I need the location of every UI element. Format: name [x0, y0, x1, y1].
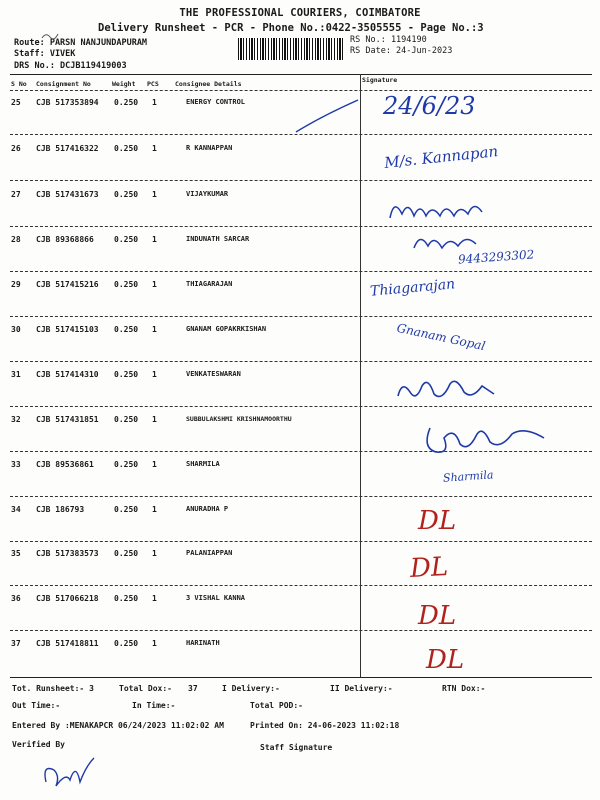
- signature-row25: [383, 92, 476, 120]
- row-sno: 33: [11, 460, 21, 469]
- sig-text: M/s. Kannapan: [383, 142, 499, 172]
- table-header-rule: [10, 90, 592, 91]
- row-consignee: SHARMILA: [186, 460, 220, 468]
- row-pcs: 1: [152, 144, 157, 153]
- row-weight: 0.250: [114, 280, 139, 289]
- row-pcs: 1: [152, 235, 157, 244]
- row-consignment: CJB 517414310: [36, 370, 99, 379]
- signature-row28-scribble: [410, 230, 480, 254]
- row-weight: 0.250: [114, 639, 139, 648]
- row-weight: 0.250: [114, 98, 139, 107]
- row-weight: 0.250: [114, 505, 139, 514]
- company-name: THE PROFESSIONAL COURIERS, COIMBATORE: [179, 7, 421, 19]
- row-consignee: 3 VISHAL KANNA: [186, 594, 246, 602]
- row-weight: 0.250: [114, 325, 139, 334]
- signature-row36-dl: [418, 601, 456, 631]
- row-divider: [10, 585, 592, 586]
- row-sno: 37: [11, 639, 21, 648]
- row-sno: 26: [11, 144, 21, 153]
- col-consignee: Consignee Details: [175, 80, 242, 88]
- table-top-rule: [10, 74, 592, 75]
- signature-row27: [386, 192, 496, 226]
- row-pcs: 1: [152, 98, 157, 107]
- row-sno: 34: [11, 505, 21, 514]
- signature-row31: [392, 372, 502, 408]
- signature-row35-dl: [409, 552, 449, 584]
- runsheet-title: Delivery Runsheet - PCR - Phone No.:0422-3505555 - Page No.:3: [98, 22, 484, 34]
- row-divider: [10, 271, 592, 272]
- table-row: [0, 190, 600, 234]
- table-row: [0, 280, 600, 324]
- ink-slash: [292, 96, 362, 136]
- row-weight: 0.250: [114, 549, 139, 558]
- row-consignment: CJB 517383573: [36, 549, 99, 558]
- row-sno: 32: [11, 415, 21, 424]
- row-weight: 0.250: [114, 144, 139, 153]
- row-consignment: CJB 517431851: [36, 415, 99, 424]
- row-sno: 36: [11, 594, 21, 603]
- printed-on: Printed On: 24-06-2023 11:02:18: [250, 721, 400, 730]
- verified-by: Verified By: [12, 740, 65, 749]
- col-consignment: Consignment No: [36, 80, 91, 88]
- rtn-dox: RTN Dox:-: [442, 684, 486, 693]
- sig-dl-text: DL: [409, 552, 449, 584]
- row-pcs: 1: [152, 639, 157, 648]
- sig-text: Gnanam Gopal: [395, 320, 487, 354]
- tot-runsheet: Tot. Runsheet:- 3: [12, 684, 94, 693]
- signature-row34-dl: [418, 506, 456, 536]
- col-pcs: PCS: [147, 80, 159, 88]
- row-sno: 25: [11, 98, 21, 107]
- row-pcs: 1: [152, 549, 157, 558]
- row-pcs: 1: [152, 280, 157, 289]
- row-consignment: CJB 89536861: [36, 460, 94, 469]
- row-consignment: CJB 517418811: [36, 639, 99, 648]
- staff-signature: Staff Signature: [260, 743, 333, 752]
- sig-phone-text: 9443293302: [457, 247, 535, 267]
- row-divider: [10, 630, 592, 631]
- row-weight: 0.250: [114, 594, 139, 603]
- row-consignee: THIAGARAJAN: [186, 280, 233, 288]
- entered-by: Entered By :MENAKAPCR 06/24/2023 11:02:02 AM: [12, 721, 224, 730]
- total-dox-label: Total Dox:-: [119, 684, 172, 693]
- row-pcs: 1: [152, 325, 157, 334]
- table-row: [0, 325, 600, 369]
- table-bottom-rule: [10, 677, 592, 678]
- row-sno: 27: [11, 190, 21, 199]
- row-consignment: CJB 89368866: [36, 235, 94, 244]
- col-sno: S No: [11, 80, 27, 88]
- drs-number: DRS No.: DCJB119419003: [14, 61, 127, 71]
- row-divider: [10, 361, 592, 362]
- row-pcs: 1: [152, 594, 157, 603]
- row-divider: [10, 496, 592, 497]
- i-delivery: I Delivery:-: [222, 684, 280, 693]
- row-divider: [10, 316, 592, 317]
- ii-delivery: II Delivery:-: [330, 684, 393, 693]
- row-consignee: GNANAM GOPAKRKISHAN: [186, 325, 267, 333]
- in-time: In Time:-: [132, 701, 176, 710]
- row-consignee: ENERGY CONTROL: [186, 98, 246, 106]
- rs-number: RS No.: 1194190: [350, 35, 427, 45]
- staff-label: Staff: VIVEK: [14, 49, 76, 59]
- row-weight: 0.250: [114, 190, 139, 199]
- row-sno: 29: [11, 280, 21, 289]
- row-weight: 0.250: [114, 415, 139, 424]
- row-consignment: CJB 186793: [36, 505, 85, 514]
- row-consignee: PALANIAPPAN: [186, 549, 233, 557]
- row-divider: [10, 541, 592, 542]
- row-consignee: VENKATESWARAN: [186, 370, 241, 378]
- row-consignment: CJB 517066218: [36, 594, 99, 603]
- row-sno: 31: [11, 370, 21, 379]
- row-divider: [10, 406, 592, 407]
- pen-mark: [40, 30, 60, 42]
- table-row: [0, 594, 600, 638]
- row-pcs: 1: [152, 370, 157, 379]
- row-sno: 28: [11, 235, 21, 244]
- table-row: [0, 370, 600, 414]
- sig-text: Sharmila: [442, 468, 494, 485]
- row-pcs: 1: [152, 460, 157, 469]
- col-signature: Signature: [362, 76, 398, 84]
- route-label: Route: PARSN NANJUNDAPURAM: [14, 38, 148, 48]
- row-pcs: 1: [152, 190, 157, 199]
- row-sno: 30: [11, 325, 21, 334]
- row-consignee: SUBBULAKSHMI KRISHNAMOORTHU: [186, 415, 292, 423]
- row-divider: [10, 180, 592, 181]
- table-row: [0, 505, 600, 549]
- row-consignment: CJB 517416322: [36, 144, 99, 153]
- table-row: [0, 549, 600, 593]
- row-weight: 0.250: [114, 460, 139, 469]
- total-dox-value: 37: [188, 684, 198, 693]
- signature-row32: [420, 418, 550, 460]
- row-consignment: CJB 517415216: [36, 280, 99, 289]
- sig-text: Thiagarajan: [369, 276, 456, 300]
- row-divider: [10, 226, 592, 227]
- row-consignee: HARINATH: [186, 639, 220, 647]
- row-consignment: CJB 517353894: [36, 98, 99, 107]
- sig-dl-text: DL: [426, 645, 465, 675]
- table-row: [0, 144, 600, 188]
- sig-dl-text: DL: [418, 601, 457, 631]
- row-consignment: CJB 517431673: [36, 190, 99, 199]
- row-sno: 35: [11, 549, 21, 558]
- rs-date: RS Date: 24-Jun-2023: [350, 46, 453, 56]
- col-weight: Weight: [112, 80, 136, 88]
- verifier-signature: [36, 752, 106, 792]
- total-pod: Total POD:-: [250, 701, 303, 710]
- row-consignee: ANURADHA P: [186, 505, 229, 513]
- out-time: Out Time:-: [12, 701, 61, 710]
- barcode: [238, 38, 344, 60]
- row-pcs: 1: [152, 505, 157, 514]
- row-consignee: INDUNATH SARCAR: [186, 235, 250, 243]
- table-row: [0, 460, 600, 504]
- row-weight: 0.250: [114, 235, 139, 244]
- row-weight: 0.250: [114, 370, 139, 379]
- sig-dl-text: DL: [418, 506, 457, 536]
- row-consignee: VIJAYKUMAR: [186, 190, 229, 198]
- row-pcs: 1: [152, 415, 157, 424]
- row-consignment: CJB 517415103: [36, 325, 99, 334]
- row-consignee: R KANNAPPAN: [186, 144, 233, 152]
- signature-row37-dl: [426, 645, 464, 675]
- sig-date-text: 24/6/23: [383, 92, 476, 120]
